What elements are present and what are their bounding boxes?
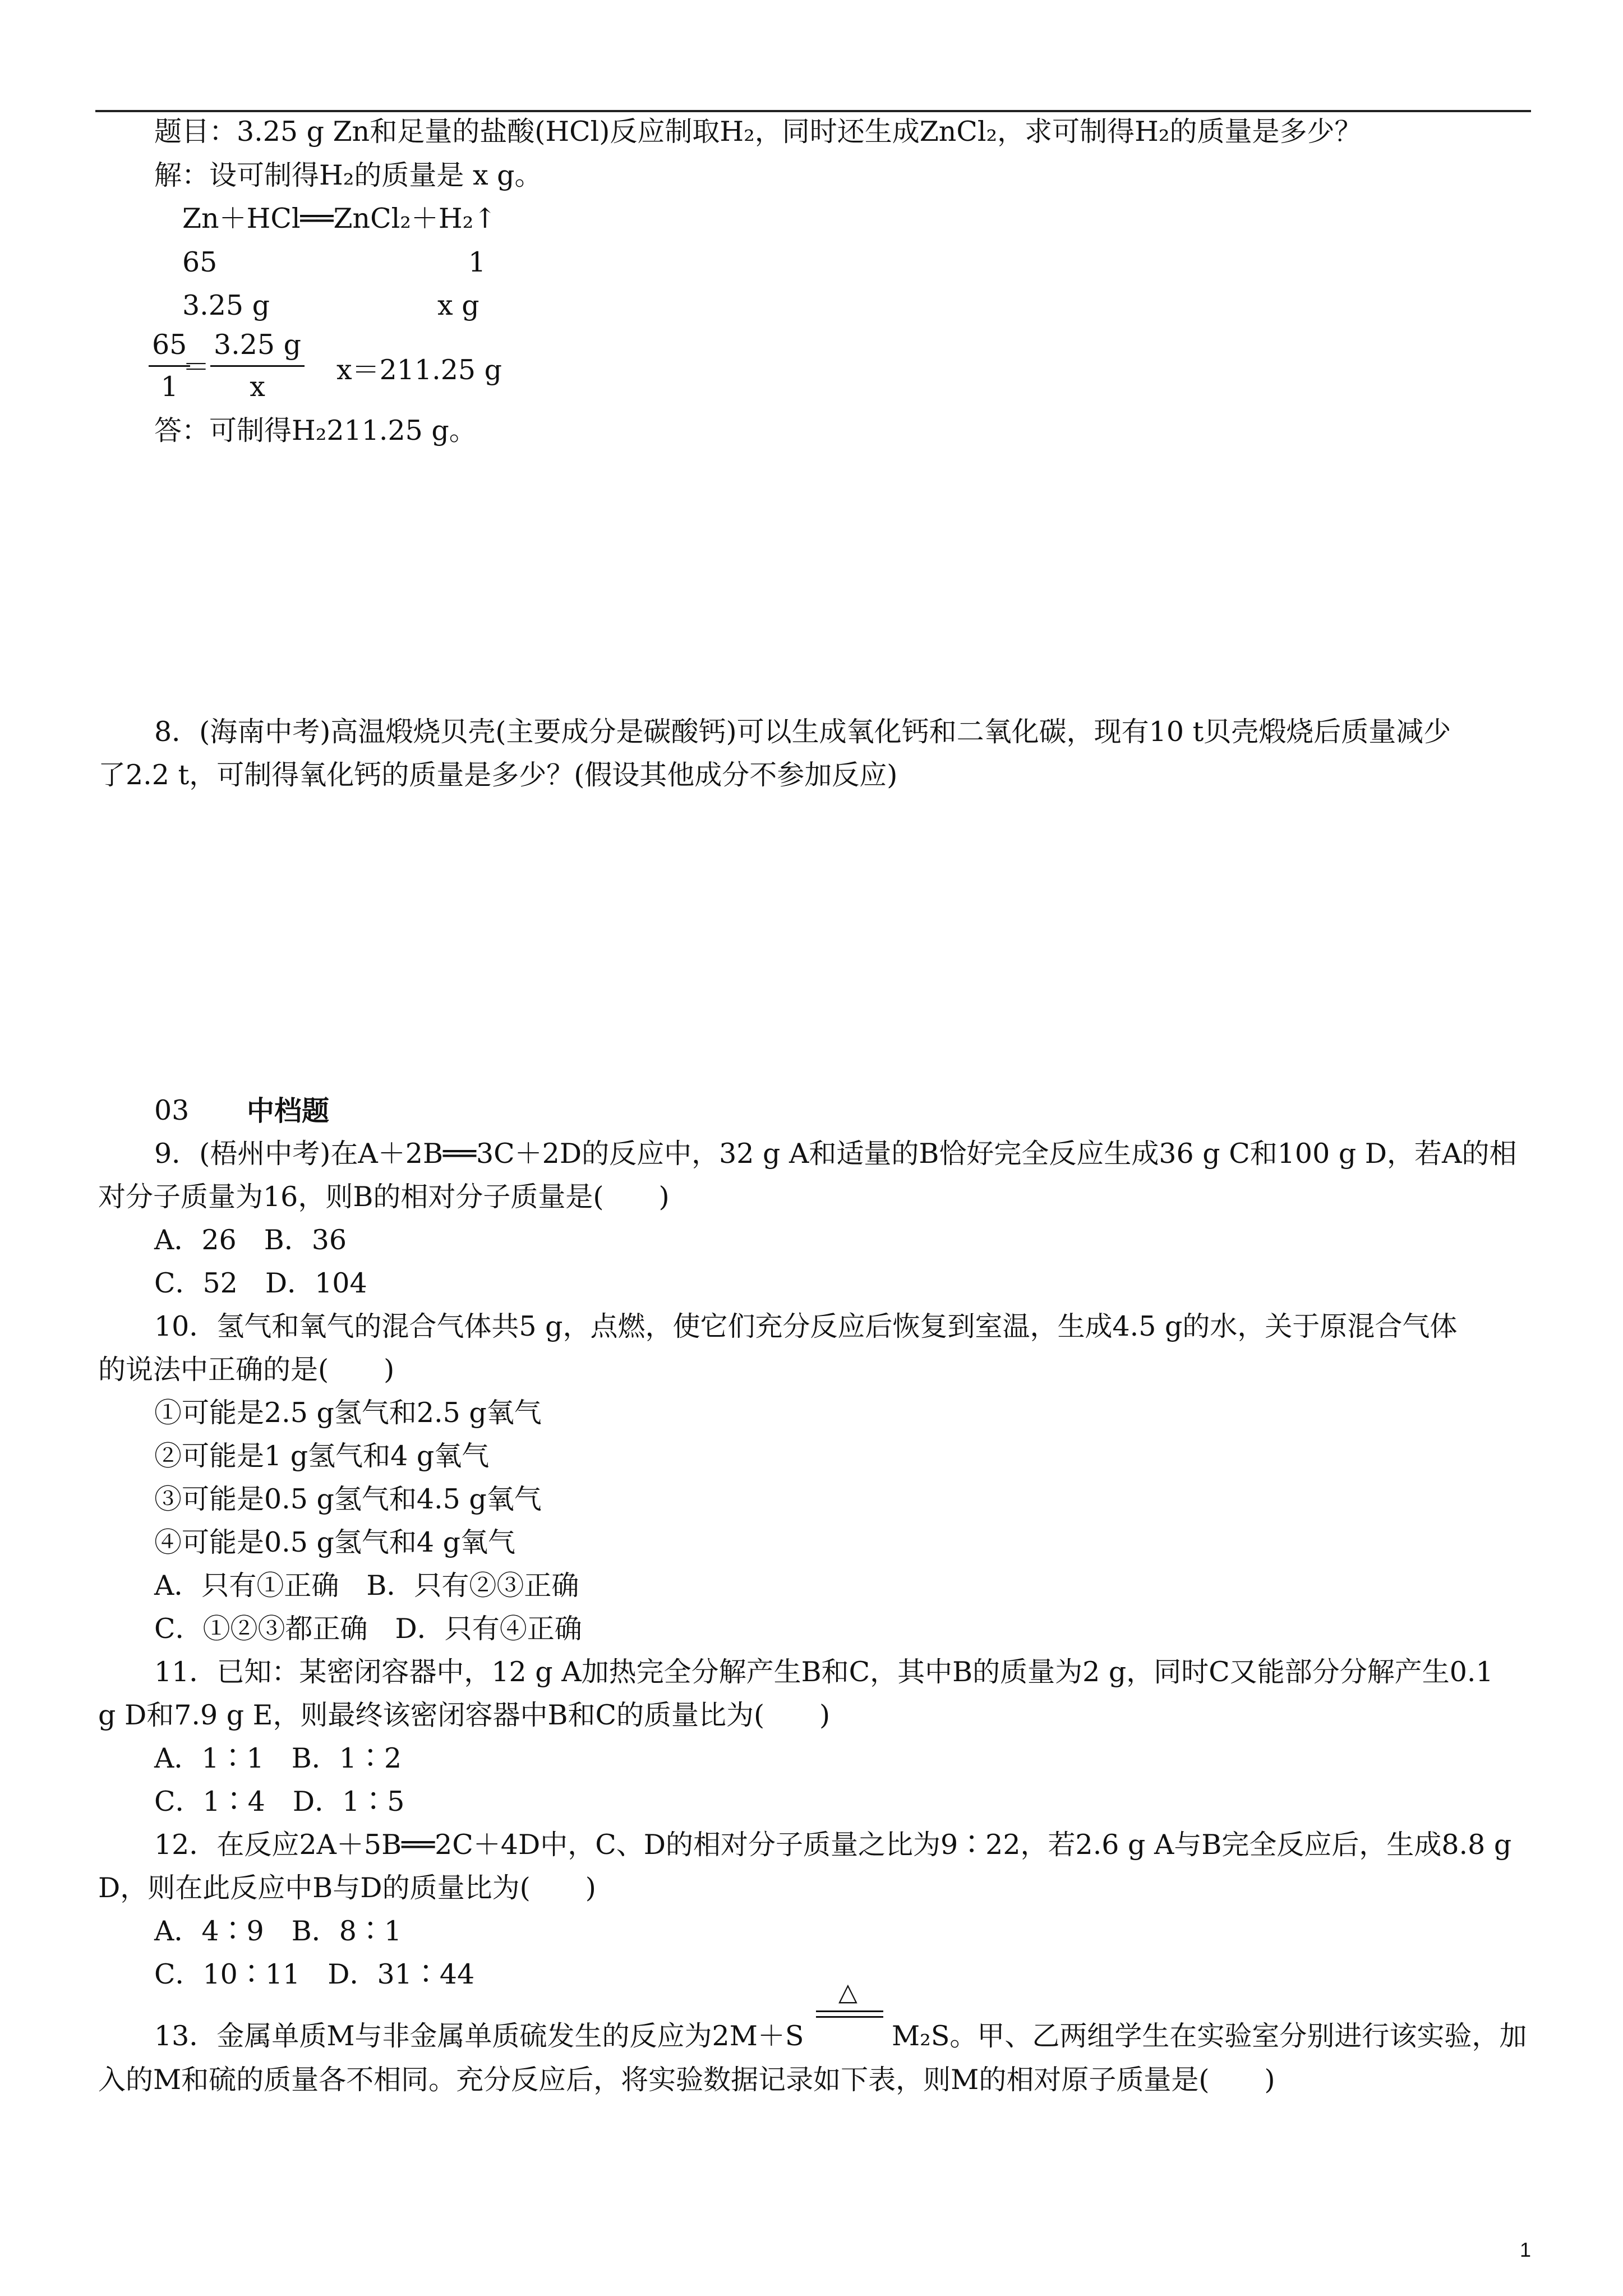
example-equals-sign: ＝ bbox=[182, 351, 210, 383]
q12-options-ab: A．4∶9 B．8∶1 bbox=[154, 1915, 402, 1947]
q10-statement-3: ③可能是0.5 g氢气和4.5 g氧气 bbox=[154, 1483, 542, 1515]
q10-line-1: 10．氢气和氧气的混合气体共5 g，点燃，使它们充分反应后恢复到室温，生成4.5 g的水，关于原混合气体 bbox=[154, 1310, 1458, 1342]
q9-options-ab: A．26 B．36 bbox=[154, 1224, 347, 1256]
q10-options-cd: C．①②③都正确 D．只有④正确 bbox=[154, 1613, 582, 1645]
q12-line-2: D，则在此反应中B与D的质量比为( ) bbox=[98, 1872, 596, 1904]
example-solution-intro: 解：设可制得H₂的质量是 x g。 bbox=[154, 159, 542, 191]
q9-options-cd: C．52 D．104 bbox=[154, 1267, 367, 1299]
q11-options-cd: C．1∶4 D．1∶5 bbox=[154, 1786, 405, 1818]
q10-options-ab: A．只有①正确 B．只有②③正确 bbox=[154, 1570, 579, 1602]
fraction-1-denominator: 1 bbox=[160, 371, 178, 403]
example-equation: Zn＋HCl══ZnCl₂＋H₂↑ bbox=[182, 203, 497, 234]
page-number: 1 bbox=[1520, 2238, 1532, 2261]
heat-triangle-icon: △ bbox=[838, 1978, 857, 2007]
q12-line-1: 12．在反应2A＋5B══2C＋4D中，C、D的相对分子质量之比为9∶22，若2.6 g A与B完全反应后，生成8.8 g bbox=[154, 1829, 1512, 1861]
q9-line-2: 对分子质量为16，则B的相对分子质量是( ) bbox=[98, 1181, 670, 1213]
fraction-1-numerator: 65 bbox=[149, 328, 190, 367]
section-title: 中档题 bbox=[247, 1094, 330, 1127]
fraction-2-denominator: x bbox=[250, 371, 265, 403]
q8-line-1: 8．(海南中考)高温煅烧贝壳(主要成分是碳酸钙)可以生成氧化钙和二氧化碳，现有10 t贝壳煅烧后质量减少 bbox=[154, 716, 1451, 748]
q11-line-2: g D和7.9 g E，则最终该密闭容器中B和C的质量比为( ) bbox=[98, 1699, 831, 1731]
header-rule bbox=[95, 110, 1531, 112]
q8-line-2: 了2.2 t，可制得氧化钙的质量是多少？(假设其他成分不参加反应) bbox=[98, 759, 898, 791]
example-mass-ratio-right: 1 bbox=[468, 246, 486, 278]
example-fraction-2 bbox=[210, 328, 305, 404]
q11-options-ab: A．1∶1 B．1∶2 bbox=[154, 1742, 402, 1774]
q13-line-1-part-b: M₂S。甲、乙两组学生在实验室分别进行该实验，加 bbox=[892, 2020, 1527, 2052]
example-problem: 题目：3.25 g Zn和足量的盐酸(HCl)反应制取H₂，同时还生成ZnCl₂，求可制得H₂的质量是多少？ bbox=[154, 116, 1362, 148]
heating-condition-symbol bbox=[816, 1980, 883, 2031]
example-answer: 答：可制得H₂211.25 g。 bbox=[154, 415, 477, 447]
equation-double-bar-bottom bbox=[816, 2016, 883, 2018]
q10-statement-2: ②可能是1 g氢气和4 g氧气 bbox=[154, 1440, 490, 1472]
example-result: x＝211.25 g bbox=[336, 354, 502, 386]
q10-line-2: 的说法中正确的是( ) bbox=[98, 1354, 395, 1386]
example-given-right: x g bbox=[437, 289, 479, 321]
q11-line-1: 11．已知：某密闭容器中，12 g A加热完全分解产生B和C，其中B的质量为2 g，同时C又能部分分解产生0.1 bbox=[154, 1656, 1493, 1688]
section-number: 03 bbox=[154, 1094, 190, 1126]
example-given-left: 3.25 g bbox=[182, 289, 270, 321]
q10-statement-1: ①可能是2.5 g氢气和2.5 g氧气 bbox=[154, 1397, 542, 1429]
example-mass-ratio-left: 65 bbox=[182, 246, 218, 278]
equation-double-bar-top bbox=[816, 2010, 883, 2012]
q12-options-cd: C．10∶11 D．31∶44 bbox=[154, 1958, 475, 1990]
q13-line-2: 入的M和硫的质量各不相同。充分反应后，将实验数据记录如下表，则M的相对原子质量是( ) bbox=[98, 2064, 1275, 2096]
fraction-2-numerator: 3.25 g bbox=[210, 328, 305, 367]
q10-statement-4: ④可能是0.5 g氢气和4 g氧气 bbox=[154, 1526, 515, 1558]
q13-line-1-part-a: 13．金属单质M与非金属单质硫发生的反应为2M＋S bbox=[154, 2020, 804, 2052]
q9-line-1: 9．(梧州中考)在A＋2B══3C＋2D的反应中，32 g A和适量的B恰好完全反应生成36 g C和100 g D，若A的相 bbox=[154, 1138, 1517, 1170]
